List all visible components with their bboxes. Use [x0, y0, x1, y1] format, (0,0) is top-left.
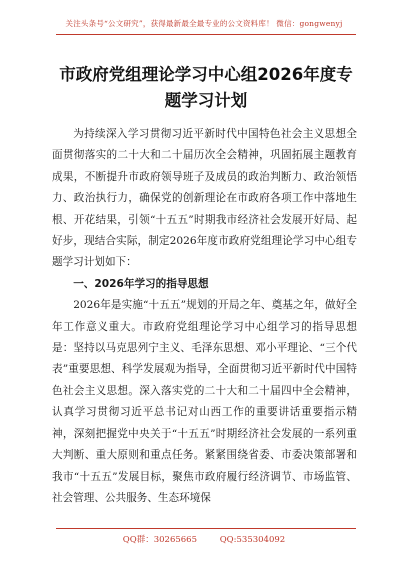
document-body — [52, 124, 357, 509]
intro-paragraph: 为持续深入学习贯彻习近平新时代中国特色社会主义思想全面贯彻落实的二十大和二十届历次全会精神，巩固拓展主题教育成果，不断提升市政府领导班子及成员的政治判断力、政治领悟力、政治执行力，确保党的创新理论在市政府各项工作中落地生根、开花结果，引领“十五五”时期我市经济社会发展开好局、起好步，现结合实际，制定2026年度市政府党组理论学习中心组专题学习计划如下： — [52, 128, 357, 269]
document-title — [56, 62, 356, 114]
header-divider — [56, 34, 356, 35]
qq-text: QQ:535304092 — [219, 535, 286, 545]
footer-divider — [56, 528, 356, 529]
footer — [0, 533, 408, 545]
section-1-paragraph: 2026年是实施“十五五”规划的开局之年、奠基之年，做好全年工作意义重大。市政府党组理论学习中心组学习的指导思想是：坚持以马克思列宁主义、毛泽东思想、邓小平理论、“三个代表”重要思想、科学发展观为指导，全面贯彻习近平新时代中国特色社会主义思想。深入落实党的二十大和二十届四中全会精神，认真学习贯彻习近平总书记对山西工作的重要讲话重要指示精神，深刻把握党中央关于“十五五”时期经济社会发展的一系列重大判断、重大原则和重点任务。紧紧围绕省委、市委决策部署和我市“十五五”发展目标，聚焦市政府履行经济调节、市场监管、社会管理、公共服务、生态环境保 — [52, 299, 357, 504]
section-heading-1: 一、2026年学习的指导思想 — [73, 277, 209, 290]
qq-group-text: QQ群：30265665 — [122, 535, 197, 545]
title-line-1: 市政府党组理论学习中心组2026年度专 — [59, 65, 353, 84]
title-line-2: 题学习计划 — [164, 91, 248, 110]
header-banner: 关注头条号“公文研究”，获得最新最全最专业的公文资料库！ 微信：gongwenyj — [65, 19, 343, 28]
